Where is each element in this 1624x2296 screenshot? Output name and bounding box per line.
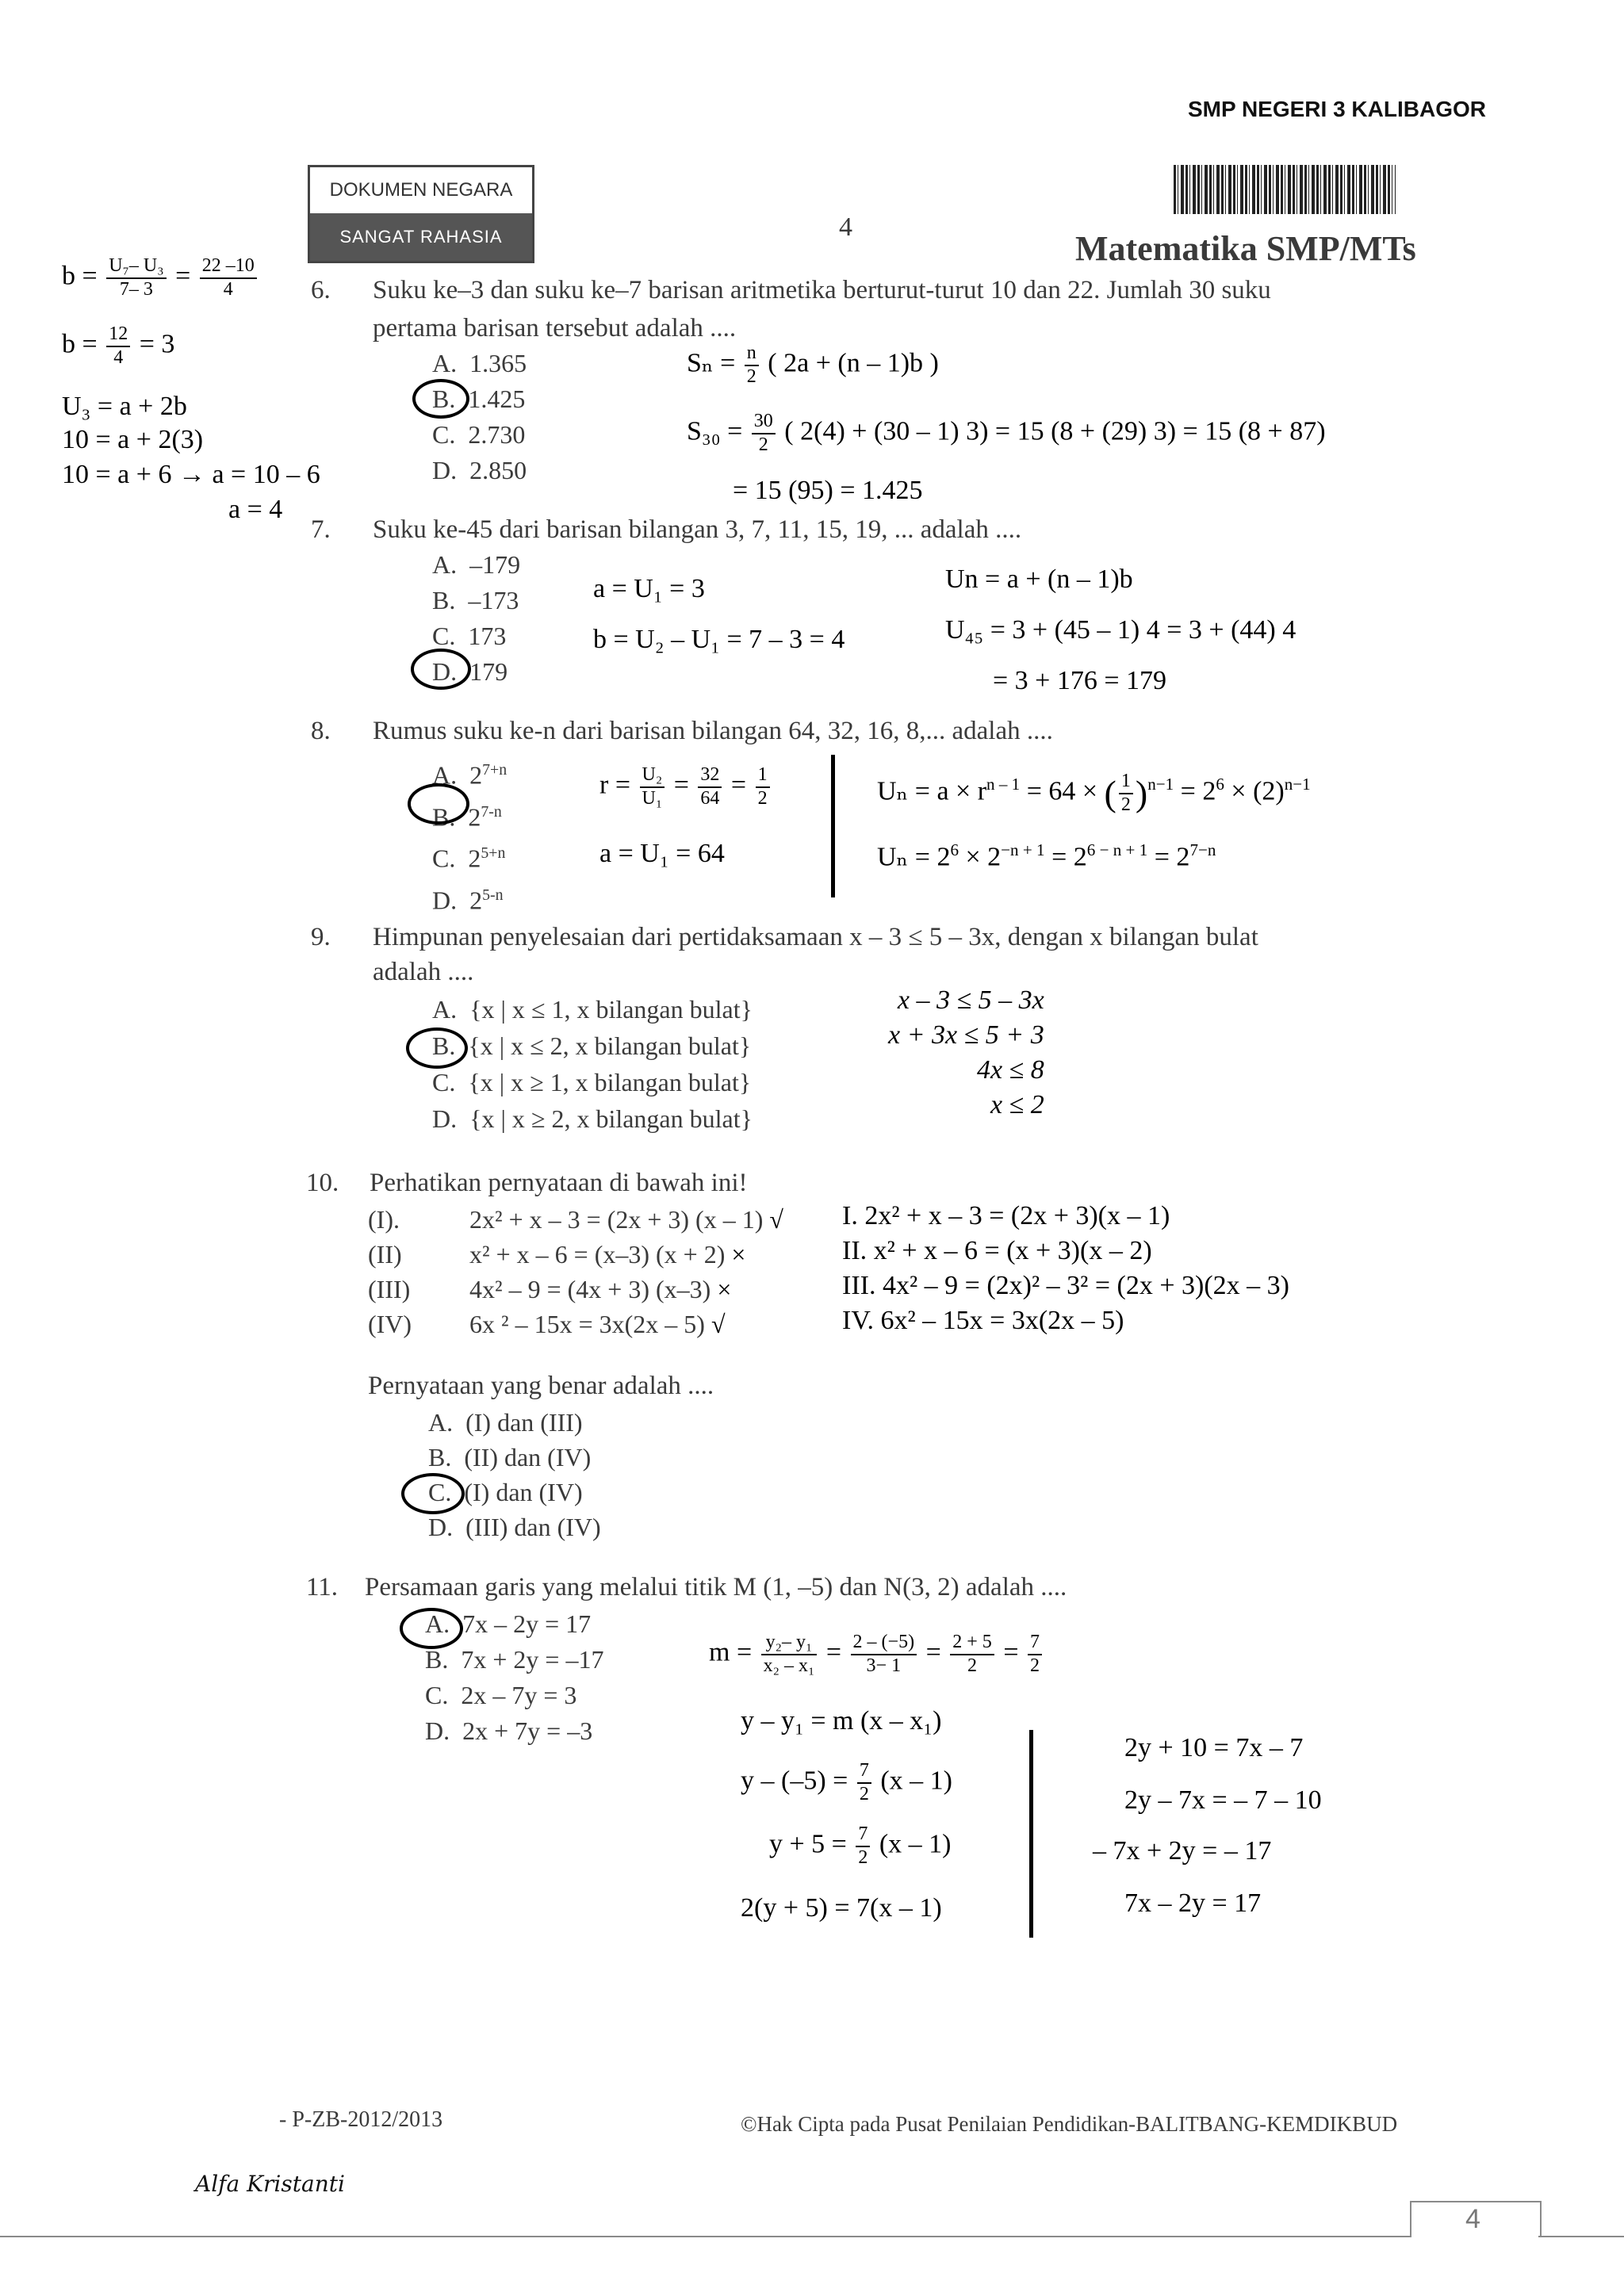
s7-u45: U₄₅ = 3 + (45 – 1) 4 = 3 + (44) 4 bbox=[945, 615, 1297, 645]
s6-line4: a = 4 bbox=[228, 495, 283, 524]
s9-line1: x – 3 ≤ 5 – 3x bbox=[897, 985, 1044, 1015]
q10-statement-3: (III) 4x² – 9 = (4x + 3) (x–3) × bbox=[368, 1275, 732, 1303]
s8-un1: $U_n = a \times r^{n - 1} = 64$ × ( $\frac{1}{2}$ )$^{n-1} = 2^6 \times (2)^{n-1}$ bbox=[877, 771, 1311, 815]
q11-option-c: C. 2x – 7y = 3 bbox=[425, 1681, 577, 1709]
q7-option-a: A. –179 bbox=[432, 550, 521, 579]
q10-statement-1: (I). 2x² + x – 3 = (2x + 3) (x – 1) √ bbox=[368, 1205, 783, 1234]
page-number: 4 bbox=[1465, 2204, 1480, 2234]
page-center-number: 4 bbox=[839, 212, 852, 242]
s6-line2: 10 = a + 2(3) bbox=[62, 425, 204, 454]
q9-option-b: B. {x | x ≤ 2, x bilangan bulat} bbox=[432, 1031, 752, 1060]
s10-line1: I. 2x² + x – 3 = (2x + 3)(x – 1) bbox=[842, 1201, 1170, 1230]
s11-divider bbox=[1029, 1730, 1033, 1938]
stamp-box bbox=[308, 165, 534, 263]
s9-work bbox=[888, 983, 1044, 1123]
q6-text1: Suku ke–3 dan suku ke–7 barisan aritmetika berturut-turut 10 dan 22. Jumlah 30 suku bbox=[373, 276, 1271, 304]
q6-text2: pertama barisan tersebut adalah .... bbox=[373, 314, 737, 342]
q11-option-d: D. 2x + 7y = –3 bbox=[425, 1716, 593, 1745]
q10-option-a: A. (I) dan (III) bbox=[428, 1408, 583, 1437]
q7-option-b: B. –173 bbox=[432, 586, 519, 614]
q10-option-b: B. (II) dan (IV) bbox=[428, 1443, 592, 1471]
q10-options bbox=[428, 1405, 601, 1544]
q6-option-c: C. 2.730 bbox=[432, 420, 526, 449]
s10-line3: III. 4x² – 9 = (2x)² – 3² = (2x + 3)(2x – 3) bbox=[842, 1271, 1290, 1300]
q6-option-b: B. 1.425 bbox=[432, 385, 526, 413]
q9-option-a: A. {x | x ≤ 1, x bilangan bulat} bbox=[432, 995, 753, 1024]
q8-text: Rumus suku ke-n dari barisan bilangan 64, 32, 16, 8,... adalah .... bbox=[373, 717, 1053, 745]
q6-option-d: D. 2.850 bbox=[432, 456, 527, 484]
s7-un: Un = a + (n – 1)b bbox=[945, 564, 1133, 594]
stamp-line2: SANGAT RAHASIA bbox=[310, 213, 532, 261]
s11-m: m = $\frac{\text{y₂– y₁}}{\text{x₂ – x₁}}$ = $\frac{2 - (-5)}{3- 1}$ = $\frac{2 + 5}{2}$ = $\frac{7}{2}$ bbox=[709, 1632, 1044, 1677]
s10-line4: IV. 6x² – 15x = 3x(2x – 5) bbox=[842, 1306, 1124, 1335]
q7-text: Suku ke-45 dari barisan bilangan 3, 7, 11, 15, 19, ... adalah .... bbox=[373, 515, 1022, 544]
s6-sn-formula: Sₙ = $\frac{n}{2}$ ( 2a + (n – 1)b ) bbox=[687, 342, 939, 387]
q7-number: 7. bbox=[311, 515, 331, 544]
s8-divider bbox=[831, 755, 835, 897]
s8-a: a = U₁ = 64 bbox=[599, 839, 725, 868]
q11-option-a: A. 7x – 2y = 17 bbox=[425, 1609, 592, 1638]
q9-text2: adalah .... bbox=[373, 958, 474, 986]
s11-l4: 2(y + 5) = 7(x – 1) bbox=[741, 1893, 942, 1923]
s7-a: a = U₁ = 3 bbox=[593, 574, 705, 603]
q10-statement-2: (II) x² + x – 6 = (x–3) (x + 2) × bbox=[368, 1240, 746, 1269]
footer-copyright: ©Hak Cipta pada Pusat Penilaian Pendidikan-BALITBANG-KEMDIKBUD bbox=[741, 2112, 1398, 2136]
s9-line3: 4x ≤ 8 bbox=[976, 1055, 1044, 1085]
q9-option-c: C. {x | x ≥ 1, x bilangan bulat} bbox=[432, 1068, 752, 1096]
q6-option-a: A. 1.365 bbox=[432, 349, 527, 377]
q8-option-c: C. $2^{5+n}$ bbox=[432, 844, 506, 873]
q7-answer-circle bbox=[411, 649, 471, 690]
s6-b-formula: b = $\frac{\text{U₇– U₃}}{7- 3}$ = $\frac{22 -10}{4}$ bbox=[62, 255, 259, 300]
q9-text1: Himpunan penyelesaian dari pertidaksamaan x – 3 ≤ 5 – 3x, dengan x bilangan bulat bbox=[373, 923, 1258, 951]
q10-text: Perhatikan pernyataan di bawah ini! bbox=[370, 1169, 748, 1197]
q10-number: 10. bbox=[306, 1169, 339, 1197]
footer-code: - P-ZB-2012/2013 bbox=[279, 2107, 443, 2132]
s11-r1: 2y + 10 = 7x – 7 bbox=[1124, 1733, 1304, 1762]
q10-statement-4: (IV) 6x ² – 15x = 3x(2x – 5) √ bbox=[368, 1310, 726, 1338]
s6-b-value: b = $\frac{12}{4}$ = 3 bbox=[62, 323, 175, 368]
q10-answer-circle bbox=[401, 1473, 465, 1514]
barcode bbox=[1174, 165, 1396, 214]
q7-option-d: D. 179 bbox=[432, 657, 508, 686]
q7-option-c: C. 173 bbox=[432, 622, 507, 650]
stamp-line1: DOKUMEN NEGARA bbox=[329, 179, 513, 201]
s7-result: = 3 + 176 = 179 bbox=[993, 666, 1167, 695]
s9-line4: x ≤ 2 bbox=[990, 1090, 1044, 1119]
footer-rule-right bbox=[1538, 2236, 1624, 2237]
q11-option-b: B. 7x + 2y = –17 bbox=[425, 1645, 604, 1674]
s6-s30: S₃₀ = $\frac{30}{2}$ ( 2(4) + (30 – 1) 3) = 15 (8 + (29) 3) = 15 (8 + 87) bbox=[687, 411, 1326, 455]
s11-l1: y – y₁ = m (x – x₁) bbox=[741, 1706, 942, 1735]
s6-u3: U₃ = a + 2b bbox=[62, 392, 187, 421]
s11-r2: 2y – 7x = – 7 – 10 bbox=[1124, 1785, 1322, 1815]
q11-text: Persamaan garis yang melalui titik M (1, –5) dan N(3, 2) adalah .... bbox=[365, 1573, 1067, 1601]
q10-statements bbox=[368, 1202, 783, 1341]
s10-line2: II. x² + x – 6 = (x + 3)(x – 2) bbox=[842, 1236, 1152, 1265]
q8-number: 8. bbox=[311, 717, 331, 745]
s8-un2: $U_n = 2^6 \times 2^{-n + 1} = 2^{6 - n + 1} = 2^{7-n}$ bbox=[877, 840, 1216, 872]
s6-result: = 15 (95) = 1.425 bbox=[733, 476, 923, 505]
s10-work bbox=[842, 1199, 1289, 1338]
s11-r4: 7x – 2y = 17 bbox=[1124, 1888, 1262, 1918]
subject-title: Matematika SMP/MTs bbox=[1075, 229, 1416, 268]
q8-answer-circle bbox=[408, 783, 469, 825]
q6-answer-circle bbox=[412, 379, 469, 419]
s11-l3: y + 5 = $\frac{7}{2}$ (x – 1) bbox=[769, 1823, 952, 1868]
s7-b: b = U₂ – U₁ = 7 – 3 = 4 bbox=[593, 625, 845, 654]
q8-option-a: A. $2^{7+n}$ bbox=[432, 760, 508, 790]
q9-answer-circle bbox=[406, 1027, 468, 1069]
s11-r3: – 7x + 2y = – 17 bbox=[1093, 1836, 1272, 1866]
q8-option-b: B. 2$^{7-n}$ bbox=[432, 802, 502, 832]
q8-option-d: D. 2$^{5-n}$ bbox=[432, 886, 504, 915]
s11-l2: y – (–5) = $\frac{7}{2}$ (x – 1) bbox=[741, 1760, 952, 1804]
footer-rule bbox=[0, 2236, 1411, 2237]
q11-answer-circle bbox=[400, 1608, 463, 1649]
signature: Alfa Kristanti bbox=[195, 2171, 345, 2197]
q10-option-c: C. (I) dan (IV) bbox=[428, 1478, 583, 1506]
school-name: SMP NEGERI 3 KALIBAGOR bbox=[1188, 97, 1486, 121]
q10-option-d: D. (III) dan (IV) bbox=[428, 1513, 601, 1541]
q9-options bbox=[432, 991, 753, 1137]
q8-options bbox=[432, 752, 507, 919]
s6-line3: 10 = a + 6 → a = 10 – 6 bbox=[62, 460, 320, 489]
q10-prompt: Pernyataan yang benar adalah .... bbox=[368, 1372, 714, 1400]
q6-number: 6. bbox=[311, 276, 331, 304]
q9-option-d: D. {x | x ≥ 2, x bilangan bulat} bbox=[432, 1104, 753, 1133]
s8-r: r = $\frac{\text{U₂}}{\text{U₁}}$ = $\frac{32}{64}$ = $\frac{1}{2}$ bbox=[599, 764, 772, 809]
q11-number: 11. bbox=[306, 1573, 339, 1601]
s9-line2: x + 3x ≤ 5 + 3 bbox=[888, 1020, 1044, 1050]
q9-number: 9. bbox=[311, 923, 331, 951]
